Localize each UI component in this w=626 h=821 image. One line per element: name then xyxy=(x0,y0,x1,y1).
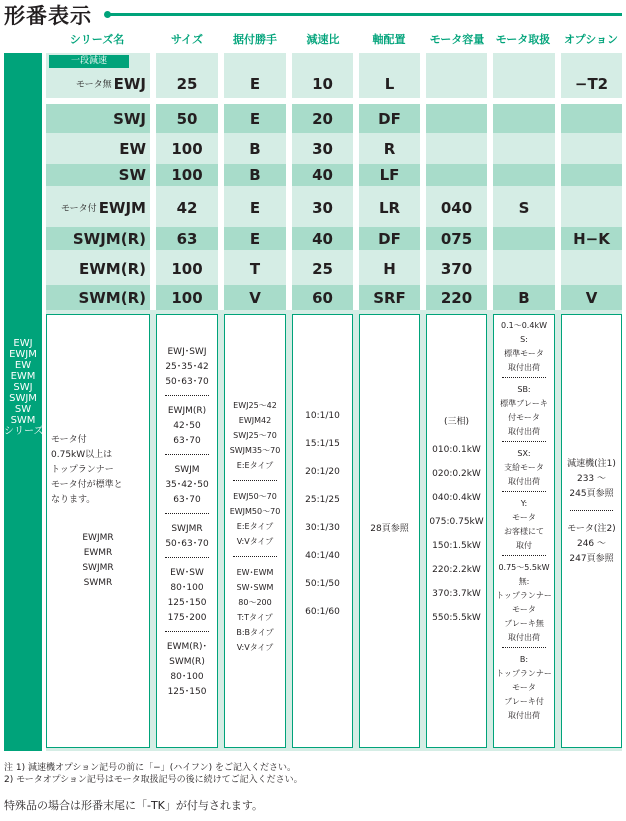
handling-cell xyxy=(493,69,555,98)
handling-cell xyxy=(493,104,555,133)
detail-line: ブレーキ付 xyxy=(504,697,544,706)
axis-cell: DF xyxy=(378,109,401,128)
detail-line: B: xyxy=(519,655,529,664)
detail-line: 取付出荷 xyxy=(508,711,540,720)
option-cell xyxy=(561,104,622,133)
topline-models xyxy=(47,531,149,591)
detail-line: 247頁参照 xyxy=(569,554,614,564)
handling-detail-box xyxy=(493,314,555,748)
note-line: モータ付 xyxy=(51,435,87,445)
detail-line: 支給モータ xyxy=(504,463,544,472)
ratio-cell: 40 xyxy=(312,229,333,248)
option-cell: V xyxy=(585,288,598,307)
ratio-item: 20:1/20 xyxy=(305,467,340,477)
group-separator xyxy=(233,480,277,481)
mount-cell: B xyxy=(249,139,261,158)
axis-cell: H xyxy=(383,259,396,278)
size-cell: 100 xyxy=(171,259,203,278)
detail-line: SW･SWM xyxy=(236,583,274,592)
ratio-item: 30:1/30 xyxy=(305,523,340,533)
detail-line: ブレーキ無 xyxy=(504,619,544,628)
option-cell: H−K xyxy=(573,229,610,248)
capacity-cell: 220 xyxy=(440,288,473,307)
ratio-item: 50:1/50 xyxy=(305,579,340,589)
sidebar-label: SWM xyxy=(10,415,36,426)
group-separator xyxy=(502,441,546,442)
detail-line: 取付出荷 xyxy=(508,633,540,642)
detail-line: 取付出荷 xyxy=(508,477,540,486)
option-cell xyxy=(561,134,622,163)
sidebar-label: SWJM xyxy=(9,393,37,404)
mount-cell: E xyxy=(249,109,261,128)
detail-line: 175･200 xyxy=(167,613,207,623)
detail-line: SWJM35〜70 xyxy=(229,446,281,455)
series-name: EWJ xyxy=(113,74,146,93)
detail-line: 80･100 xyxy=(170,583,204,593)
capacity-cell xyxy=(426,104,487,133)
series-name: SW xyxy=(118,166,146,184)
capacity-item: 075:0.75kW xyxy=(429,517,484,527)
detail-line: トップランナー xyxy=(496,591,552,600)
detail-line: B:Bタイプ xyxy=(236,628,274,637)
group-separator xyxy=(165,454,209,455)
axis-cell: LR xyxy=(378,198,401,217)
detail-line: 246 〜 xyxy=(576,539,607,549)
option-cell: −T2 xyxy=(574,74,609,93)
ratio-cell: 60 xyxy=(312,288,333,307)
detail-line: 無: xyxy=(518,577,530,586)
sidebar-label: EW xyxy=(14,360,32,371)
group-separator xyxy=(165,513,209,514)
ratio-item: 15:1/15 xyxy=(305,439,340,449)
detail-line: S: xyxy=(520,335,528,344)
series-name: SWJ xyxy=(113,109,146,128)
capacity-item: 370:3.7kW xyxy=(432,589,481,599)
series-name: SWM(R) xyxy=(78,288,146,307)
detail-line: SWJ25〜70 xyxy=(233,431,277,440)
ratio-cell: 40 xyxy=(312,166,333,184)
detail-line: モータ xyxy=(512,605,536,614)
detail-line: 35･42･50 xyxy=(165,480,209,490)
mount-cell: B xyxy=(249,166,261,184)
title-rule-dot xyxy=(104,11,111,18)
detail-line: V:Vタイプ xyxy=(236,643,274,652)
capacity-cell xyxy=(426,164,487,186)
group-separator xyxy=(502,377,546,378)
three-phase-label: (三相) xyxy=(443,417,470,427)
model-line: SWMR xyxy=(83,578,113,588)
detail-line: 取付出荷 xyxy=(508,363,540,372)
note-line: モータ付が標準と xyxy=(51,480,123,490)
axis-cell: SRF xyxy=(373,288,406,307)
ratio-item: 60:1/60 xyxy=(305,607,340,617)
model-line: EWJMR xyxy=(82,533,114,543)
detail-line: モータ(注2) xyxy=(567,524,616,534)
series-cell xyxy=(46,252,146,285)
single-reduction-tag: 一段減速 xyxy=(49,55,129,68)
header-ratio: 減速比 xyxy=(306,33,340,46)
size-cell: 100 xyxy=(171,139,203,158)
detail-line: トップランナー xyxy=(496,669,552,678)
model-line: EWMR xyxy=(83,548,113,558)
ratio-cell: 20 xyxy=(312,109,333,128)
ratio-cell: 25 xyxy=(312,259,333,278)
handling-cell xyxy=(493,134,555,163)
size-cell: 100 xyxy=(171,166,203,184)
detail-line: 80･100 xyxy=(170,672,204,682)
capacity-cell xyxy=(426,69,487,98)
detail-line: Y: xyxy=(520,499,528,508)
series-cell xyxy=(46,104,146,133)
model-line: SWJMR xyxy=(82,563,114,573)
mount-cell: E xyxy=(249,74,261,93)
handling-cell xyxy=(493,227,555,250)
detail-line: EW･EWM xyxy=(236,568,274,577)
header-series: シリーズ名 xyxy=(69,33,125,46)
page-title: 形番表示 xyxy=(4,4,92,28)
handling-cell: B xyxy=(518,288,530,307)
sidebar-label: SWJ xyxy=(13,382,33,393)
capacity-cell: 370 xyxy=(440,259,473,278)
size-cell: 50 xyxy=(176,109,198,128)
ratio-detail-box xyxy=(292,314,353,748)
detail-line: 233 〜 xyxy=(576,474,607,484)
detail-line: 取付出荷 xyxy=(508,427,540,436)
detail-line: E:Eタイプ xyxy=(236,461,274,470)
capacity-cell xyxy=(426,134,487,163)
capacity-item: 010:0.1kW xyxy=(432,445,481,455)
capacity-item: 550:5.5kW xyxy=(432,613,481,623)
note-line: 0.75kW以上は xyxy=(51,450,113,460)
header-mount: 据付勝手 xyxy=(233,33,277,46)
axis-detail-box xyxy=(359,314,420,748)
sidebar-label: EWM xyxy=(10,371,36,382)
detail-line: EWJM(R) xyxy=(167,406,207,416)
axis-cell: DF xyxy=(378,229,401,248)
topline-note xyxy=(51,433,123,508)
note-line: トップランナー xyxy=(51,465,114,475)
axis-cell: LF xyxy=(379,166,400,184)
detail-line: EWM(R)･ xyxy=(166,642,208,652)
header-handling: モータ取扱 xyxy=(495,33,551,46)
option-cell xyxy=(561,164,622,186)
detail-line: 63･70 xyxy=(173,436,201,446)
sidebar-label: EWJ xyxy=(13,338,33,349)
group-separator xyxy=(233,556,277,557)
ratio-cell: 30 xyxy=(312,139,333,158)
option-detail-box xyxy=(561,314,622,748)
axis-cell: R xyxy=(383,139,396,158)
detail-line: SWJM xyxy=(174,465,200,475)
mount-cell: E xyxy=(249,229,261,248)
ratio-item: 10:1/10 xyxy=(305,411,340,421)
group-separator xyxy=(165,631,209,632)
series-name: EWJM xyxy=(98,198,146,217)
series-cell xyxy=(46,134,146,163)
option-cell xyxy=(561,188,622,227)
size-cell: 63 xyxy=(176,229,198,248)
group-separator xyxy=(570,510,613,511)
detail-line: EWJ･SWJ xyxy=(167,347,207,357)
header-option: オプション xyxy=(563,33,618,46)
capacity-cell: 040 xyxy=(440,198,473,217)
detail-line: 取付 xyxy=(516,541,532,550)
detail-line: 50･63･70 xyxy=(165,539,209,549)
detail-line: SWJMR xyxy=(171,524,203,534)
group-separator xyxy=(165,395,209,396)
special-product-note: 特殊品の場合は形番末尾に「-TK」が付与されます。 xyxy=(4,799,264,812)
group-separator xyxy=(502,647,546,648)
capacity-item: 040:0.4kW xyxy=(432,493,481,503)
footnote-2: 2) モータオプション記号はモータ取扱記号の後に続けてご記入ください。 xyxy=(4,775,303,785)
sidebar-label: EWJM xyxy=(9,349,37,360)
detail-line: E:Eタイプ xyxy=(236,522,274,531)
detail-line: 付モータ xyxy=(508,413,540,422)
detail-line: EWJ50〜70 xyxy=(233,492,277,501)
handling-cell xyxy=(493,252,555,285)
detail-line: お客様にて xyxy=(504,527,544,536)
detail-line: 42･50 xyxy=(173,421,201,431)
header-capacity: モータ容量 xyxy=(429,33,485,46)
detail-line: 125･150 xyxy=(167,598,207,608)
series-name: EWM(R) xyxy=(79,259,146,278)
detail-line: EWJM42 xyxy=(238,416,272,425)
group-separator xyxy=(502,555,546,556)
handling-cell xyxy=(493,164,555,186)
mount-detail-box xyxy=(224,314,286,748)
detail-line: SX: xyxy=(517,449,531,458)
capacity-detail-box xyxy=(426,314,487,748)
sidebar-series-list xyxy=(4,338,42,437)
capacity-cell: 075 xyxy=(440,229,473,248)
detail-line: V:Vタイプ xyxy=(236,537,274,546)
size-cell: 25 xyxy=(176,74,198,93)
detail-line: 標準モータ xyxy=(504,349,544,358)
title-rule xyxy=(108,13,622,16)
mount-cell: E xyxy=(249,198,261,217)
motor-prefix: モータ付 xyxy=(61,204,97,214)
series-cell xyxy=(46,188,146,227)
detail-line: T:Tタイプ xyxy=(237,613,273,622)
axis-reference: 28頁参照 xyxy=(370,524,409,534)
sidebar-label: シリーズ xyxy=(4,426,44,437)
detail-line: 50･63･70 xyxy=(165,377,209,387)
size-cell: 42 xyxy=(176,198,198,217)
header-axis: 軸配置 xyxy=(372,33,406,46)
detail-line: EWJ25〜42 xyxy=(233,401,277,410)
series-cell xyxy=(46,69,146,98)
motor-prefix: モータ無 xyxy=(75,80,112,90)
series-name: EW xyxy=(119,139,146,158)
detail-line: SB: xyxy=(517,385,531,394)
note-line: なります。 xyxy=(51,495,96,505)
detail-line: 245頁参照 xyxy=(569,489,614,499)
series-name: SWJM(R) xyxy=(72,229,146,248)
detail-line: 125･150 xyxy=(167,687,207,697)
detail-line: EW･SW xyxy=(170,568,204,578)
header-size: サイズ xyxy=(170,33,204,46)
detail-line: 0.75〜5.5kW xyxy=(498,563,550,572)
size-detail-box xyxy=(156,314,218,748)
series-cell xyxy=(46,164,146,186)
capacity-item: 020:0.2kW xyxy=(432,469,481,479)
detail-line: 減速機(注1) xyxy=(567,459,616,469)
size-cell: 100 xyxy=(171,288,203,307)
series-cell xyxy=(46,285,146,310)
capacity-item: 150:1.5kW xyxy=(432,541,481,551)
detail-line: SWM(R) xyxy=(169,657,205,667)
capacity-item: 220:2.2kW xyxy=(432,565,481,575)
mount-cell: V xyxy=(249,288,261,307)
detail-line: モータ xyxy=(512,513,536,522)
detail-line: 25･35･42 xyxy=(165,362,209,372)
group-separator xyxy=(502,491,546,492)
detail-line: 0.1〜0.4kW xyxy=(501,321,547,330)
sidebar-label: SW xyxy=(14,404,32,415)
ratio-cell: 10 xyxy=(312,74,333,93)
mount-cell: T xyxy=(249,259,261,278)
detail-line: 80〜200 xyxy=(238,598,272,607)
axis-cell: L xyxy=(384,74,395,93)
detail-line: モータ xyxy=(512,683,536,692)
ratio-cell: 30 xyxy=(312,198,333,217)
detail-line: 標準ブレーキ xyxy=(500,399,548,408)
group-separator xyxy=(165,557,209,558)
series-detail-box xyxy=(46,314,150,748)
ratio-item: 25:1/25 xyxy=(305,495,340,505)
series-cell xyxy=(46,227,146,250)
detail-line: EWJM50〜70 xyxy=(229,507,281,516)
detail-line: 63･70 xyxy=(173,495,201,505)
handling-cell: S xyxy=(518,198,530,217)
footnote-1: 注 1) 減速機オプション記号の前に「−」(ハイフン) をご記入ください。 xyxy=(4,763,296,773)
option-cell xyxy=(561,252,622,285)
ratio-item: 40:1/40 xyxy=(305,551,340,561)
